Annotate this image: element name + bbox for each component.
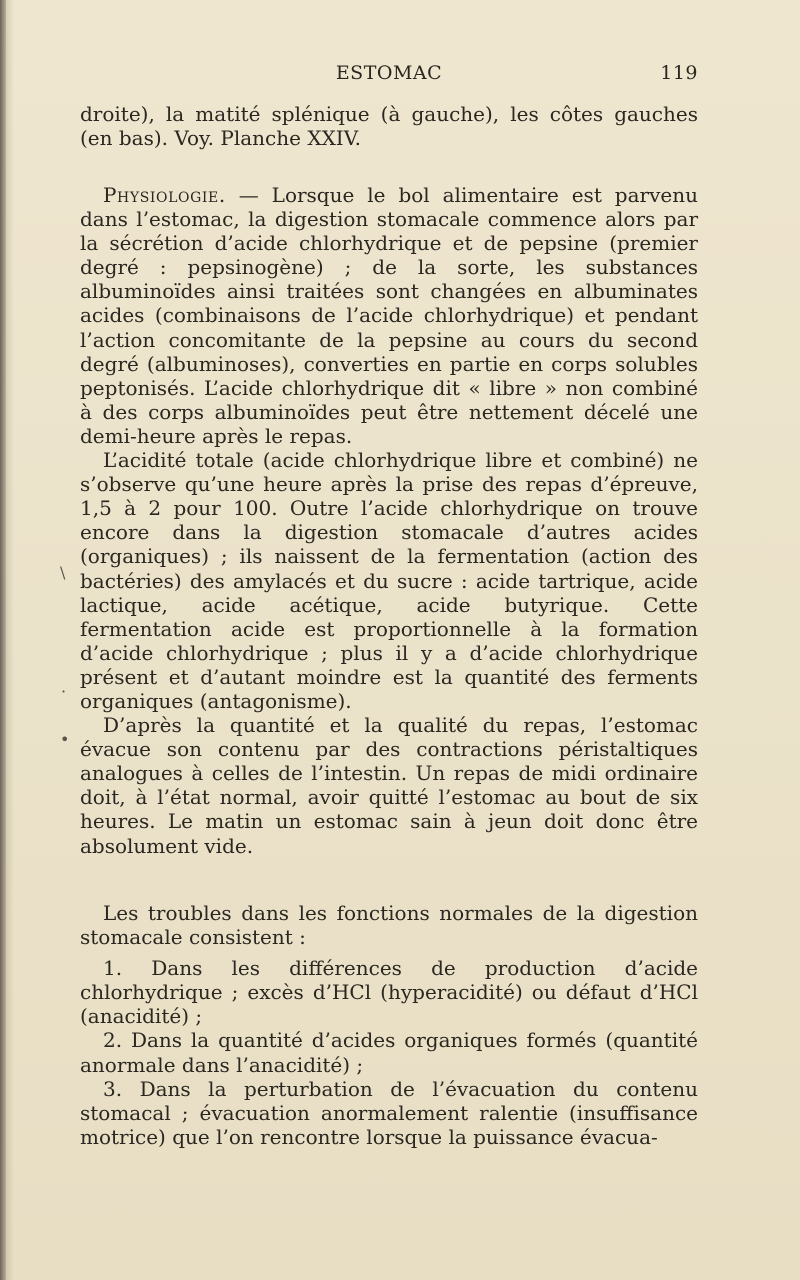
page-number: 119 — [660, 62, 698, 84]
disorders-section — [80, 901, 698, 1149]
margin-mark: \ — [60, 563, 66, 582]
page-edge — [0, 0, 6, 1280]
physiology-section — [80, 183, 698, 858]
margin-mark: • — [60, 730, 70, 749]
paragraph-physiology — [80, 183, 698, 448]
paragraph-continuation — [80, 102, 698, 150]
paragraph-evacuation: D’après la quantité et la qualité du repas, l’estomac évacue son contenu par des contractions péristaltiques analogues à celles de l’intestin. Un repas de midi ordinaire doit, à l’état normal, avoir quitté l’estomac au bout de six heures. Le matin un estomac sain à jeun doit donc être absolument vide. — [80, 713, 698, 858]
running-header — [80, 60, 698, 90]
paragraph-physiology-text: — Lorsque le bol alimentaire est parvenu dans l’estomac, la digestion stomacale commence alors par la sécrétion d’acide chlorhydrique et de pepsine (premier degré : pepsinogène) ; de la sorte, les substances albuminoïdes ainsi traitées sont changées en albuminates acides (combinaisons de l’acide chlorhydrique) et pendant l’action concomitante de la pepsine au cours du second degré (albuminoses), converties en partie en corps solubles peptonisés. L’acide chlorhydrique dit « libre » non combiné à des corps albuminoïdes peut être nettement décelé une demi-heure après le repas. — [80, 183, 698, 448]
running-title: ESTOMAC — [335, 62, 443, 84]
paragraph-disorders-intro: Les troubles dans les fonctions normales de la digestion stomacale consistent : — [80, 901, 698, 950]
list-item-2: 2. Dans la quantité d’acides organiques formés (quantité anormale dans l’anacidité) ; — [80, 1028, 698, 1077]
section-heading: Physiologie. — [103, 183, 226, 207]
list-item-3: 3. Dans la perturbation de l’évacuation du contenu stomacal ; évacuation anormalement ralentie (insuffisance motrice) que l’on rencontre lorsque la puissance évacua- — [80, 1076, 698, 1149]
paragraph-0: droite), la matité splénique (à gauche), les côtes gauches (en bas). Voy. Planche XXIV. — [80, 102, 698, 151]
list-item-1: 1. Dans les différences de production d’acide chlorhydrique ; excès d’HCl (hyperacidité) ou défaut d’HCl (anacidité) ; — [80, 956, 698, 1029]
margin-mark: · — [61, 682, 67, 701]
paragraph-acidity: L’acidité totale (acide chlorhydrique libre et combiné) ne s’observe qu’une heure après la prise des repas d’épreuve, 1,5 à 2 pour 100. Outre l’acide chlorhydrique on trouve encore dans la digestion stomacale d’autres acides (organiques) ; ils naissent de la fermentation (action des bactéries) des amylacés et du sucre : acide tartrique, acide lactique, acide acétique, acide butyrique. Cette fermentation acide est proportionnelle à la formation d’acide chlorhydrique ; plus il y a d’acide chlorhydrique présent et d’autant moindre est la quantité des ferments organiques (antagonisme). — [80, 448, 698, 713]
